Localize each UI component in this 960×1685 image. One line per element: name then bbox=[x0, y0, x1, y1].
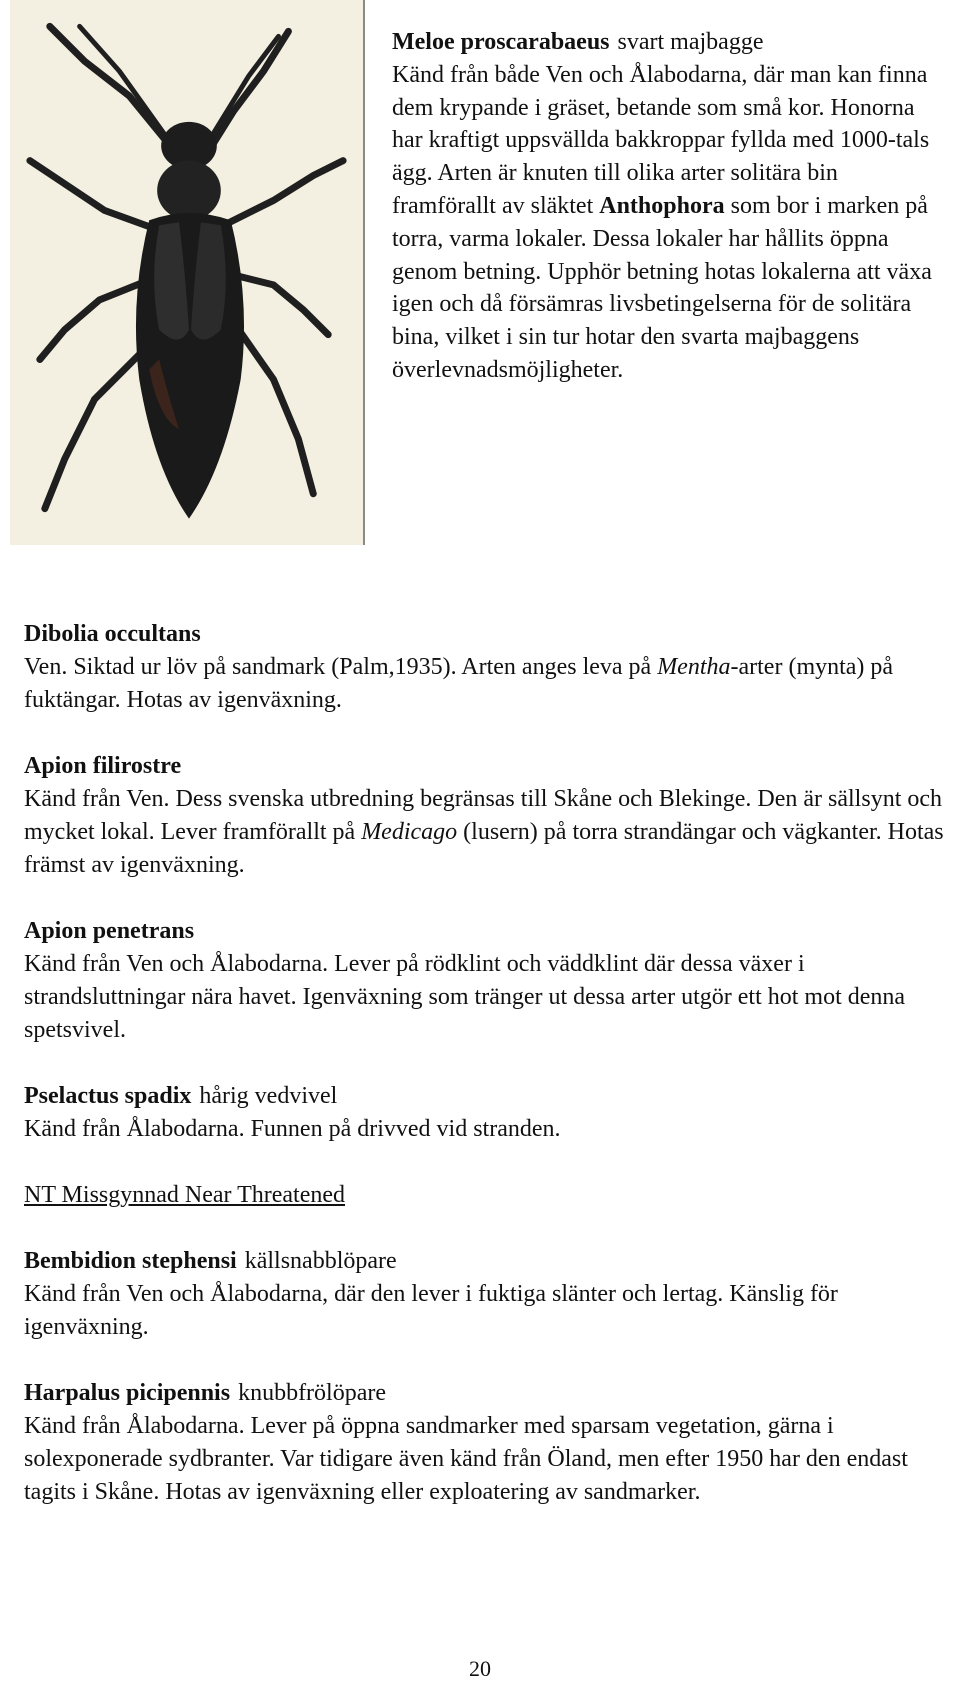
bembidion-description: Känd från Ven och Ålabodarna, där den lever i fuktiga slänter och lertag. Känslig för igenväxning. bbox=[24, 1281, 838, 1340]
bembidion-title: Bembidion stephensi bbox=[24, 1248, 237, 1274]
species-entry-apion-filirostre bbox=[24, 750, 944, 882]
species-entry-harpalus bbox=[24, 1377, 944, 1509]
species-entry-pselactus bbox=[24, 1080, 944, 1146]
apion-penetrans-description: Känd från Ven och Ålabodarna. Lever på rödklint och väddklint där dessa växer i strandsluttningar nära havet. Igenväxning som tränger ut dessa arter utgör ett hot mot denna spetsvivel. bbox=[24, 951, 906, 1043]
species-entry-bembidion bbox=[24, 1245, 944, 1344]
harpalus-heading bbox=[24, 1377, 944, 1410]
meloe-text-1: Känd från både Ven och Ålabodarna, där man kan finna dem krypande i gräset, betande som små kor. Honorna har kraftigt uppsvällda bakkroppar fyllda med 1000-tals ägg. Arten är knuten till olika arter solitära bin framförallt av släktet bbox=[392, 61, 930, 219]
harpalus-title: Harpalus picipennis bbox=[24, 1380, 231, 1406]
mentha-plant: Mentha bbox=[657, 654, 731, 680]
dibolia-title: Dibolia occultans bbox=[24, 621, 201, 647]
beetle-photo bbox=[10, 0, 365, 545]
medicago-plant: Medicago bbox=[361, 819, 458, 845]
meloe-text-2: som bor i marken på torra, varma lokaler. Dessa lokaler har hållits öppna genom betning. Upphör betning hotas lokalerna att växa igen och då försämras livsbetingelserna för de solitära bina, vilket i sin tur hotar den svarta majbaggens överlevnadsmöjligheter. bbox=[392, 192, 932, 383]
meloe-intro bbox=[392, 26, 937, 387]
pselactus-title: Pselactus spadix bbox=[24, 1083, 192, 1109]
page-number: 20 bbox=[469, 1656, 491, 1681]
meloe-title: Meloe proscarabaeus bbox=[392, 29, 610, 55]
dibolia-text-1: Ven. Siktad ur löv på sandmark (Palm,1935). Arten anges leva på bbox=[24, 654, 658, 680]
meloe-common-name: svart majbagge bbox=[617, 29, 764, 55]
apion-fil-text-1: Känd från Ven. Dess svenska utbredning begränsas till Skåne och Blekinge. Den är sällsynt och mycket lokal. Lever framförallt på bbox=[24, 786, 943, 845]
dibolia-text-2: -arter (mynta) på fuktängar. Hotas av igenväxning. bbox=[24, 654, 894, 713]
species-entry-dibolia bbox=[24, 618, 944, 717]
meloe-paragraph bbox=[392, 26, 937, 387]
apion-fil-text-2: (lusern) på torra strandängar och vägkanter. Hotas främst av igenväxning. bbox=[24, 819, 944, 878]
pselactus-common-name: hårig vedvivel bbox=[199, 1083, 338, 1109]
bembidion-common-name: källsnabblöpare bbox=[244, 1248, 397, 1274]
anthophora-genus: Anthophora bbox=[599, 192, 725, 219]
pselactus-description: Känd från Ålabodarna. Funnen på drivved vid stranden. bbox=[24, 1116, 561, 1142]
dibolia-description bbox=[24, 651, 944, 717]
harpalus-description: Känd från Ålabodarna. Lever på öppna sandmarker med sparsam vegetation, gärna i solexponerade sydbranter. Var tidigare även känd från Öland, men efter 1950 har den endast tagits i Skåne. Hotas av igenväxning eller exploatering av sandmarker. bbox=[24, 1413, 908, 1505]
redlist-category-heading: NT Missgynnad Near Threatened bbox=[24, 1182, 346, 1208]
species-entry-apion-penetrans bbox=[24, 915, 944, 1047]
pselactus-heading bbox=[24, 1080, 944, 1113]
meloe-beetle-illustration bbox=[10, 0, 363, 545]
apion-filirostre-description bbox=[24, 783, 944, 882]
species-list bbox=[24, 618, 944, 1542]
apion-filirostre-title: Apion filirostre bbox=[24, 753, 182, 779]
bembidion-heading bbox=[24, 1245, 944, 1278]
harpalus-common-name: knubbfrölöpare bbox=[238, 1380, 387, 1406]
apion-penetrans-title: Apion penetrans bbox=[24, 918, 195, 944]
